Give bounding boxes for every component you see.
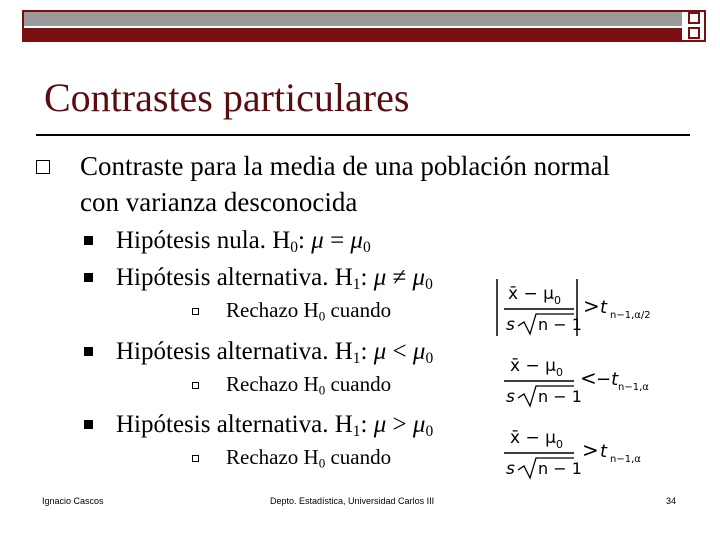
header-square-icon <box>688 12 700 24</box>
bullet-small-square-icon <box>192 382 199 389</box>
svg-text:x̄ − μ: x̄ − μ <box>510 428 556 448</box>
bullet-square-icon <box>36 160 50 174</box>
footer-department: Depto. Estadística, Universidad Carlos III <box>270 496 435 506</box>
bullet-filled-icon <box>84 347 93 356</box>
bullet-filled-icon <box>84 236 93 245</box>
svg-text:s: s <box>506 459 515 479</box>
reject-condition-less: Rechazo $H_0$ cuando <box>226 372 392 398</box>
footer-author: Ignacio Cascos <box>42 496 104 506</box>
svg-text:n−1,α: n−1,α <box>618 382 649 393</box>
svg-text:0: 0 <box>554 294 561 307</box>
reject-condition-greater: Rechazo $H_0$ cuando <box>226 445 392 471</box>
test-statistic-formula-less <box>496 348 666 417</box>
bullet-small-square-icon <box>192 308 199 315</box>
svg-text:t: t <box>600 441 608 462</box>
page-title: Contrastes particulares <box>44 75 410 120</box>
alt-hypothesis-less: Hipótesis alternativa. $H_1$: $\mu < \mu_0$ <box>116 338 434 367</box>
svg-text:s: s <box>506 315 515 335</box>
bullet-small-square-icon <box>192 455 199 462</box>
svg-text:n − 1: n − 1 <box>538 315 582 334</box>
main-bullet-text: Contraste para la media de una población normal con varianza desconocida <box>80 151 611 217</box>
svg-text:n−1,α: n−1,α <box>610 454 641 465</box>
alt-hypothesis-greater: Hipótesis alternativa. $H_1$: $\mu > \mu_0$ <box>116 411 434 440</box>
header-gray-bar <box>24 12 682 26</box>
svg-text:t: t <box>600 297 608 318</box>
footer-page-number: 34 <box>666 496 677 506</box>
svg-text:n − 1: n − 1 <box>538 459 582 478</box>
svg-text:0: 0 <box>556 366 563 379</box>
alt-hypothesis-two-sided: Hipótesis alternativa. $H_1$: $\mu \ne \mu_0$ <box>116 264 433 293</box>
bullet-filled-icon <box>84 273 93 282</box>
svg-text:0: 0 <box>556 438 563 451</box>
title-divider <box>36 134 690 136</box>
svg-text:n−1,α/2: n−1,α/2 <box>610 310 651 321</box>
svg-text:x̄ − μ: x̄ − μ <box>508 284 554 304</box>
test-statistic-formula-two-sided <box>494 276 664 345</box>
svg-text:>: > <box>582 438 599 462</box>
svg-text:−t: −t <box>596 369 619 390</box>
reject-condition-two-sided: Rechazo $H_0$ cuando <box>226 298 392 324</box>
bullet-filled-icon <box>84 420 93 429</box>
header-square-icon <box>688 27 700 39</box>
svg-text:<: < <box>580 366 597 390</box>
svg-text:n − 1: n − 1 <box>538 387 582 406</box>
null-hypothesis: Hipótesis nula. $H_0$: $\mu = \mu_0$ <box>116 227 371 256</box>
svg-text:x̄ − μ: x̄ − μ <box>510 356 556 376</box>
svg-text:>: > <box>583 294 600 318</box>
header-red-bar <box>24 28 682 40</box>
test-statistic-formula-greater <box>496 420 666 489</box>
svg-text:s: s <box>506 387 515 407</box>
